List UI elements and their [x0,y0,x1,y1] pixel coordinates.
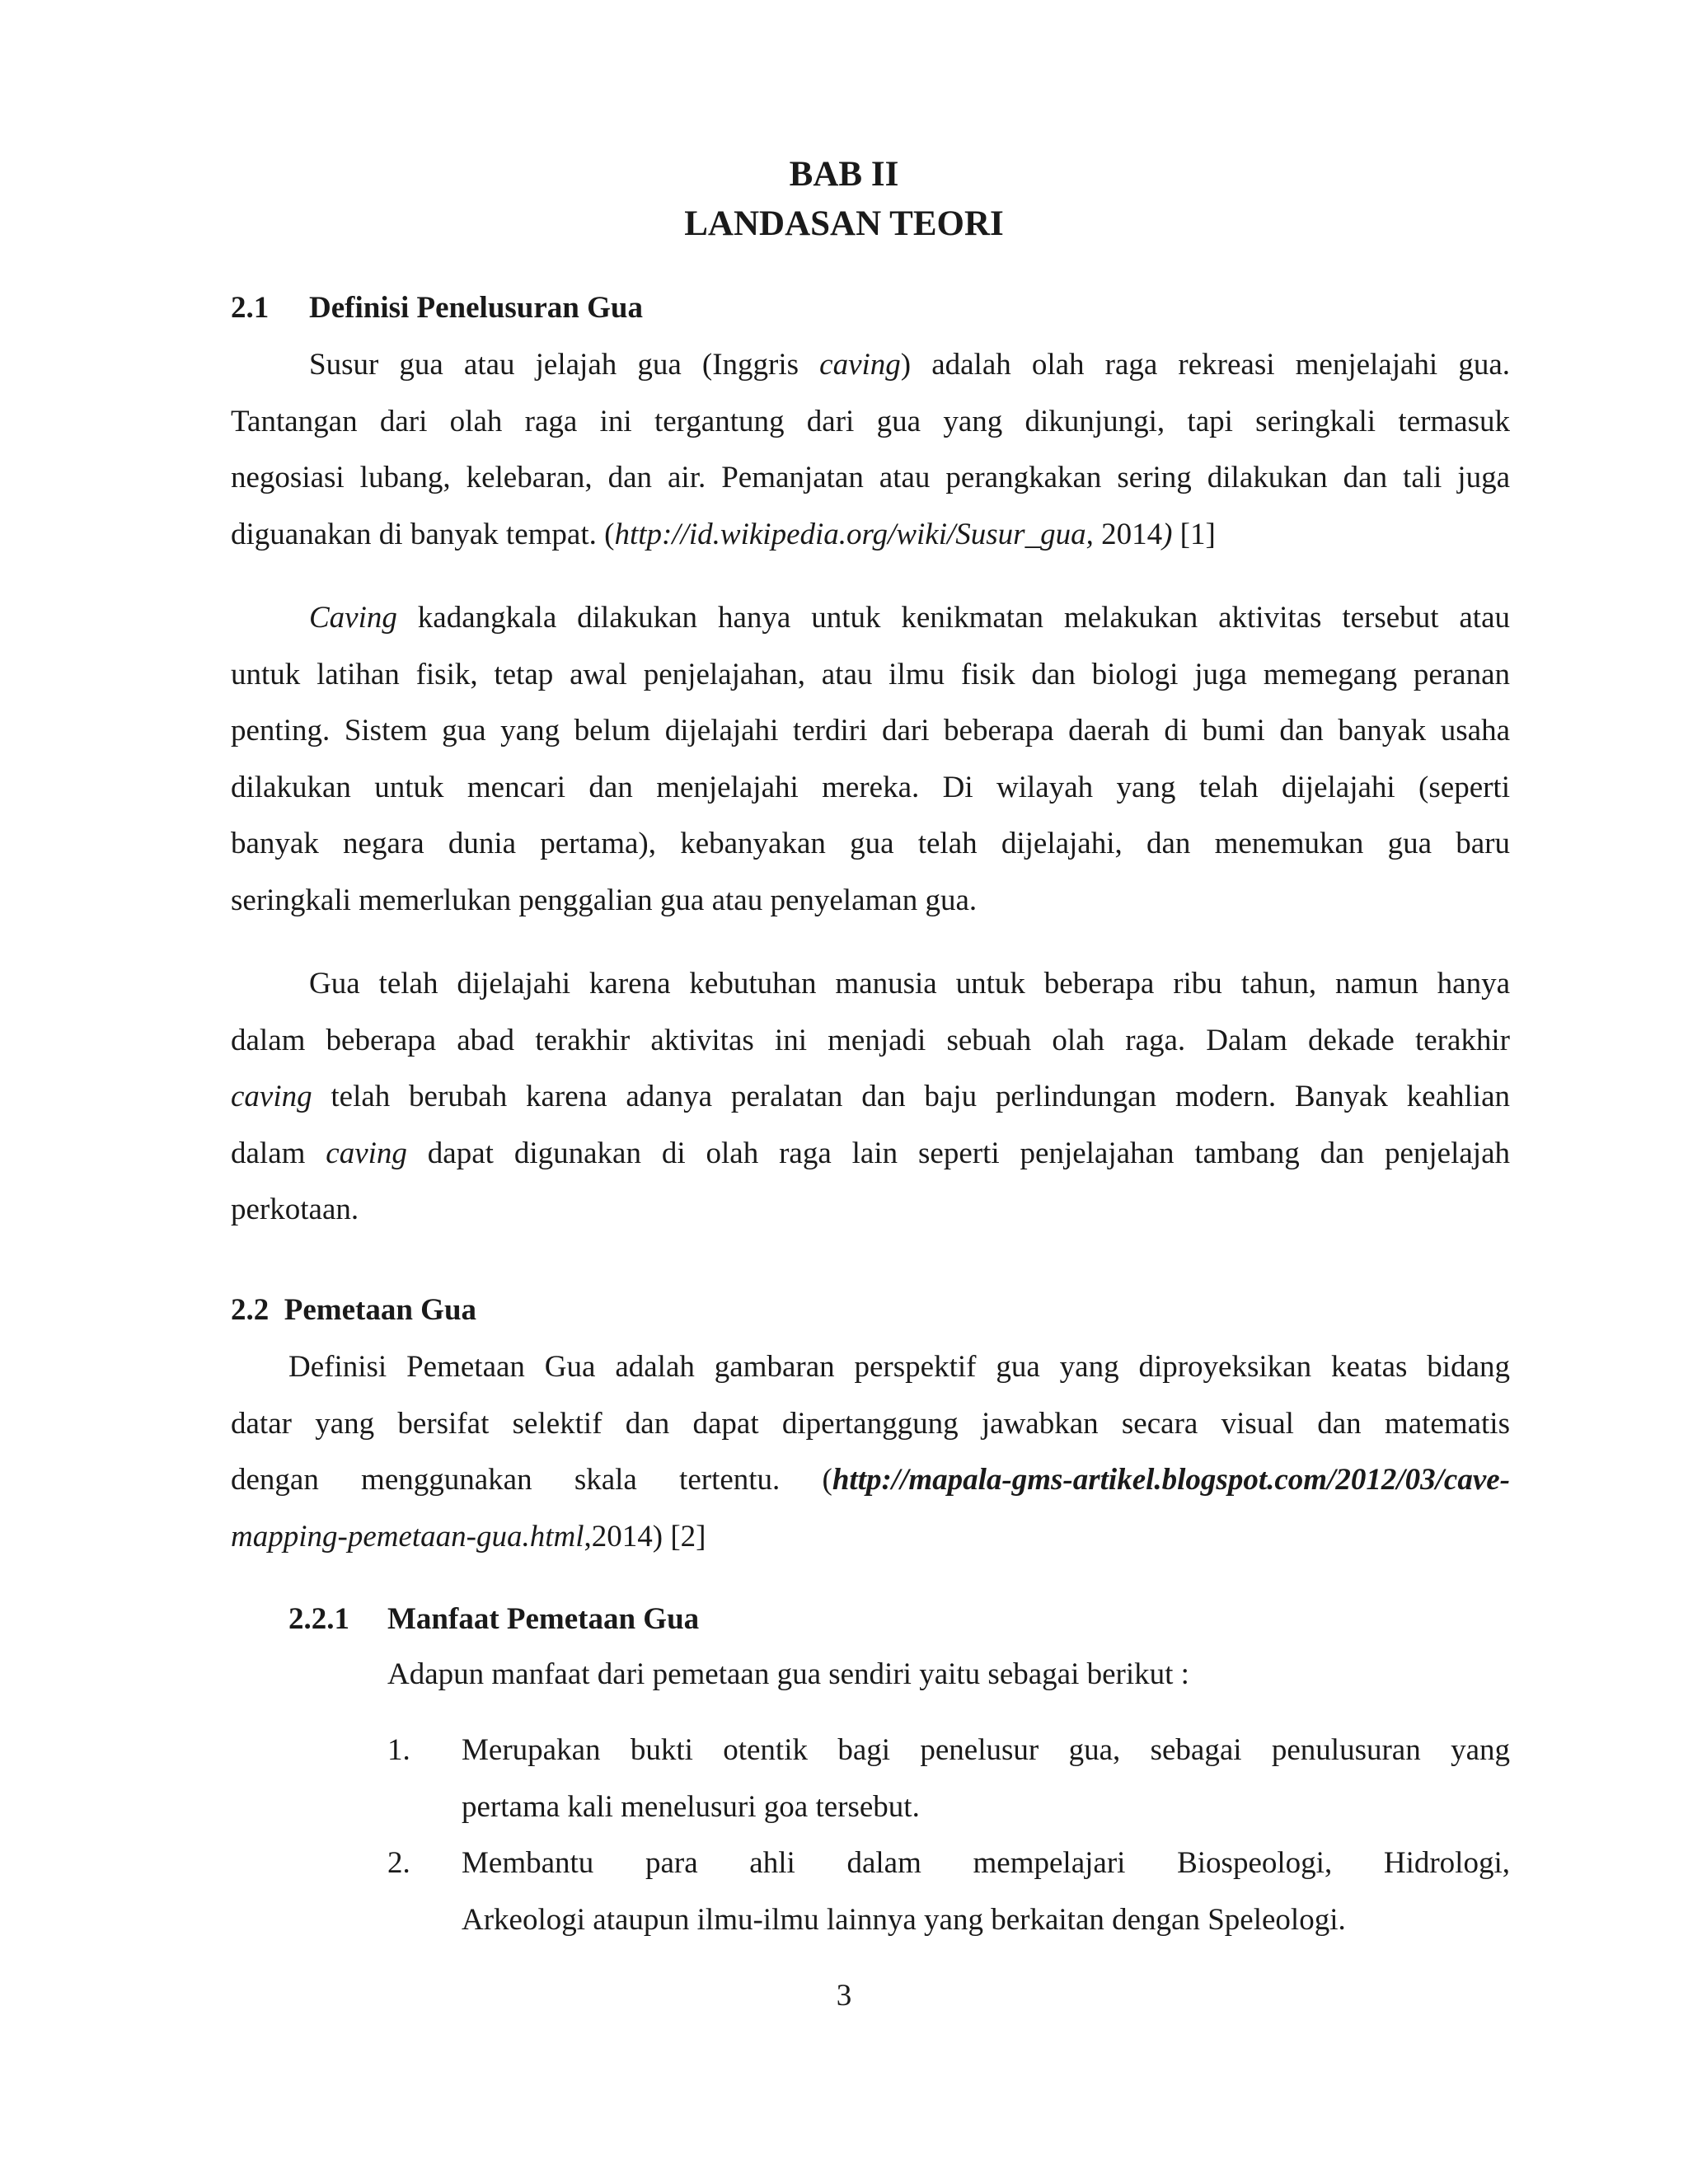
section-heading-2-2 [231,1292,476,1328]
paragraph-line: perkotaan. [231,1193,359,1226]
section-heading-2-2-1 [288,1601,699,1637]
citation-link: http://mapala-gms-artikel.blogspot.com/2012/03/cave- [832,1463,1510,1497]
section-number: 2.2.1 [288,1602,349,1636]
paragraph-2-1-1 [231,337,1510,563]
section-title: Definisi Penelusuran Gua [309,291,643,325]
paragraph-line: dengan menggunakan skala tertentu. (http://mapala-gms-artikel.blogspot.com/2012/03/cave- [231,1463,1510,1497]
benefit-list [387,1722,1510,1948]
paragraph-line: Tantangan dari olah raga ini tergantung dari gua yang dikunjungi, tapi seringkali termasuk [231,404,1510,438]
paragraph-line: banyak negara dunia pertama), kebanyakan gua telah dijelajahi, dan menemukan gua baru [231,827,1510,860]
section-heading-2-1 [231,290,643,326]
paragraph-line: mapping-pemetaan-gua.html,2014) [2] [231,1519,706,1554]
paragraph-line: Gua telah dijelajahi karena kebutuhan manusia untuk beberapa ribu tahun, namun hanya [309,967,1510,1001]
page-number: 3 [836,1979,852,2013]
list-item-line: Merupakan bukti otentik bagi penelusur gua, sebagai penulusuran yang [462,1733,1510,1767]
section-number: 2.2 [231,1293,270,1327]
section-title: Manfaat Pemetaan Gua [387,1602,700,1636]
paragraph-2-2-1 [231,1339,1510,1565]
paragraph-line: datar yang bersifat selektif dan dapat dipertanggung jawabkan secara visual dan matematis [231,1406,1510,1441]
list-item [387,1835,1510,1948]
list-item-line: Arkeologi ataupun ilmu-ilmu lainnya yang berkaitan dengan Speleologi. [462,1902,1346,1937]
paragraph-line: caving telah berubah karena adanya peralatan dan baju perlindungan modern. Banyak keahlian [231,1080,1510,1113]
paragraph-line: seringkali memerlukan penggalian gua atau penyelaman gua. [231,883,978,917]
paragraph-line: dalam beberapa abad terakhir aktivitas ini menjadi sebuah olah raga. Dalam dekade terakhir [231,1023,1510,1057]
paragraph-2-1-2 [231,590,1510,929]
list-item-line: pertama kali menelusuri goa tersebut. [462,1789,920,1824]
paragraph-line: Caving kadangkala dilakukan hanya untuk kenikmatan melakukan aktivitas tersebut atau [309,601,1510,635]
paragraph-line: dilakukan untuk mencari dan menjelajahi mereka. Di wilayah yang telah dijelajahi (seperti [231,770,1510,804]
chapter-heading [0,150,1688,249]
list-item [387,1722,1510,1835]
citation-link: http://id.wikipedia.org/wiki/Susur_gua, [614,517,1094,551]
chapter-number: BAB II [789,155,899,194]
section-number: 2.1 [231,291,270,325]
paragraph-line: negosiasi lubang, kelebaran, dan air. Pemanjatan atau perangkakan sering dilakukan dan tali juga [231,461,1510,494]
section-title: Pemetaan Gua [284,1293,477,1327]
chapter-title: LANDASAN TEORI [684,204,1004,243]
list-marker: 2. [387,1846,410,1880]
list-intro: Adapun manfaat dari pemetaan gua sendiri yaitu sebagai berikut : [387,1657,1189,1691]
paragraph-2-1-3 [231,956,1510,1239]
paragraph-line: dalam caving dapat digunakan di olah raga lain seperti penjelajahan tambang dan penjelajah [231,1136,1511,1170]
paragraph-line: Definisi Pemetaan Gua adalah gambaran perspektif gua yang diproyeksikan keatas bidang [288,1350,1510,1384]
paragraph-line: Susur gua atau jelajah gua (Inggris caving) adalah olah raga rekreasi menjelajahi gua. [309,348,1510,382]
list-marker: 1. [387,1733,410,1767]
paragraph-line: untuk latihan fisik, tetap awal penjelajahan, atau ilmu fisik dan biologi juga memegang peranan [231,657,1510,691]
paragraph-line: diguanakan di banyak tempat. (http://id.wikipedia.org/wiki/Susur_gua, 2014) [1] [231,517,1216,551]
citation-link: mapping-pemetaan-gua.html [231,1519,584,1554]
list-item-line: Membantu para ahli dalam mempelajari Biospeologi, Hidrologi, [462,1846,1510,1880]
paragraph-line: penting. Sistem gua yang belum dijelajahi terdiri dari beberapa daerah di bumi dan banyak usaha [231,714,1510,748]
